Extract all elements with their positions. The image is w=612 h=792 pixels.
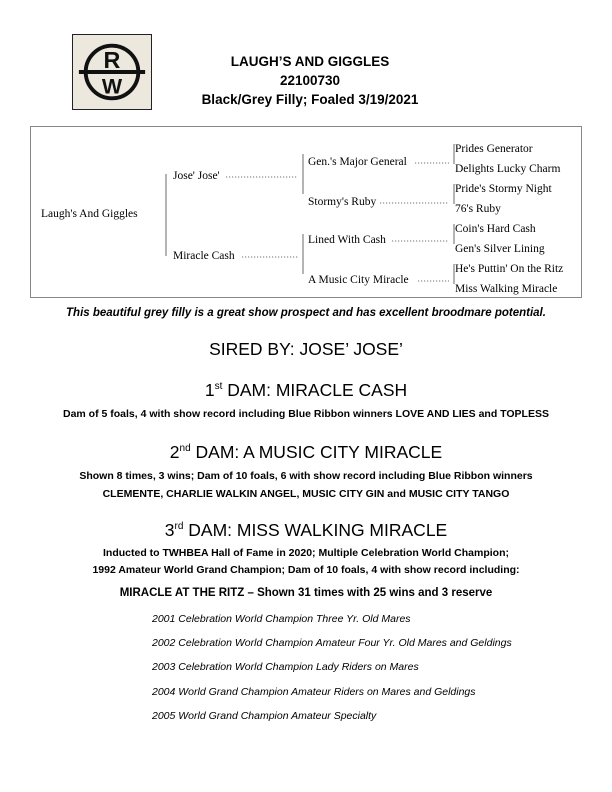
pedigree-ggp-5: Coin's Hard Cash [455,223,536,235]
pedigree-ggp-8: Miss Walking Miracle [455,283,558,295]
record-item: 2002 Celebration World Champion Amateur Four Yr. Old Mares and Geldings [152,637,512,649]
ritz-summary: MIRACLE AT THE RITZ – Shown 31 times with 25 wins and 3 reserve [119,587,493,599]
third-dam-text-2: 1992 Amateur World Grand Champion; Dam of 10 foals, 4 with show record including: [92,564,520,576]
pedigree-subject: Laugh's And Giggles [41,208,138,220]
first-dam-text: Dam of 5 foals, 4 with show record including Blue Ribbon winners LOVE AND LIES and TOPLESS [63,408,549,420]
pedigree-sire: Jose' Jose' [173,170,220,182]
pedigree-ggp-7: He's Puttin' On the Ritz [455,263,564,275]
pedigree-ggp-2: Delights Lucky Charm [455,163,561,175]
third-dam-text-1: Inducted to TWHBEA Hall of Fame in 2020; Multiple Celebration World Champion; [102,547,510,559]
rw-brand-logo [72,34,152,110]
pedigree-ggp-3: Pride's Stormy Night [455,183,552,195]
first-dam-heading: 1st DAM: MIRACLE CASH [204,380,408,400]
pedigree-ggp-1: Prides Generator [455,143,533,155]
horse-name: LAUGH’S AND GIGGLES [230,54,390,69]
pedigree-dam: Miracle Cash [173,250,235,262]
pedigree-ggp-4: 76's Ruby [455,203,501,215]
pedigree-ggp-6: Gen's Silver Lining [455,243,545,255]
horse-description: Black/Grey Filly; Foaled 3/19/2021 [201,92,419,107]
record-item: 2003 Celebration World Champion Lady Riders on Mares [152,661,419,673]
third-dam-heading: 3rd DAM: MISS WALKING MIRACLE [164,520,448,540]
second-dam-text-1: Shown 8 times, 3 wins; Dam of 10 foals, 6 with show record including Blue Ribbon winners [79,470,533,482]
pedigree-dam-sire: Lined With Cash [308,234,386,246]
svg-text:R: R [103,47,121,74]
tagline: This beautiful grey filly is a great show prospect and has excellent broodmare potential. [66,307,546,319]
pedigree-dam-dam: A Music City Miracle [308,274,409,286]
record-item: 2004 World Grand Champion Amateur Riders on Mares and Geldings [152,686,476,698]
record-item: 2001 Celebration World Champion Three Yr. Old Mares [152,613,411,625]
svg-text:W: W [101,74,123,99]
record-item: 2005 World Grand Champion Amateur Specialty [152,710,377,722]
pedigree-sire-sire: Gen.'s Major General [308,156,407,168]
second-dam-text-2: CLEMENTE, CHARLIE WALKIN ANGEL, MUSIC CITY GIN and MUSIC CITY TANGO [102,488,510,500]
sired-by-heading: SIRED BY: JOSE’ JOSE’ [209,339,403,359]
pedigree-sire-dam: Stormy's Ruby [308,196,377,208]
second-dam-heading: 2nd DAM: A MUSIC CITY MIRACLE [169,442,443,462]
rw-logo-icon [73,35,151,109]
registration-number: 22100730 [279,73,341,88]
